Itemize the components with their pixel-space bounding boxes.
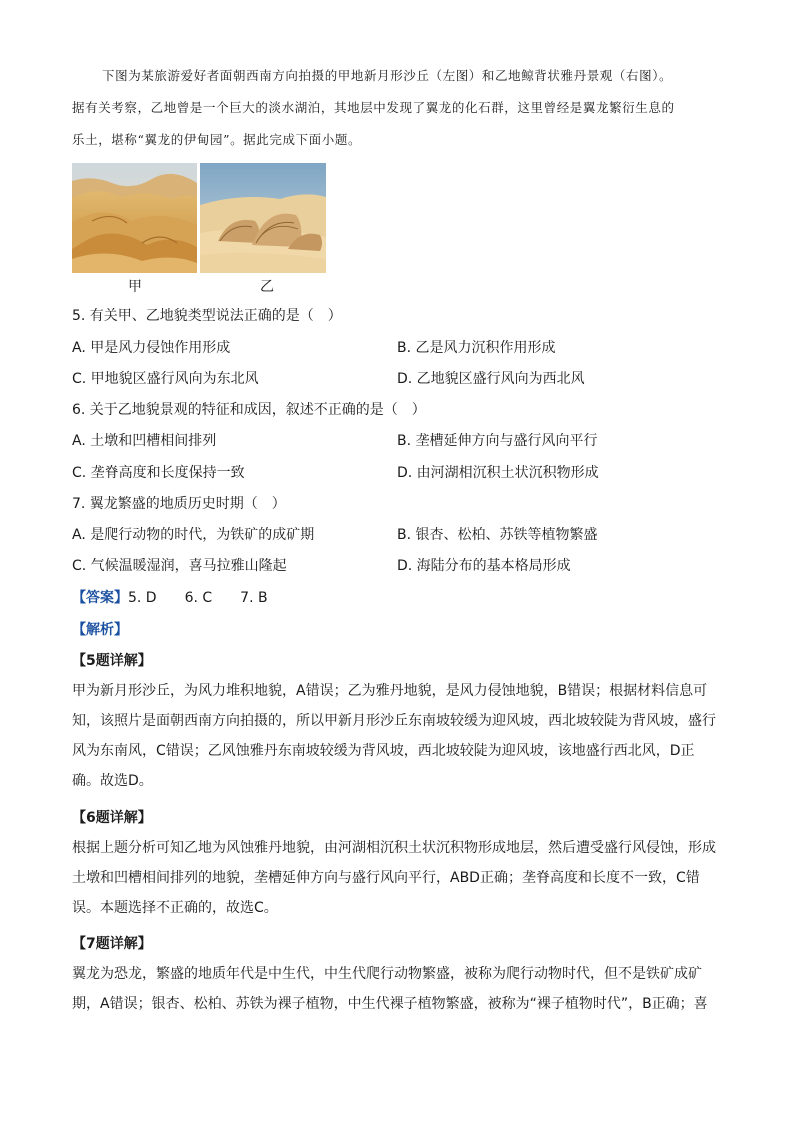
question-6-option-b: B. 垄槽延伸方向与盛行风向平行 <box>397 433 598 449</box>
question-7-stem: 7. 翼龙繁盛的地质历史时期（ ） <box>72 496 286 512</box>
detail-6-line-3: 误。本题选择不正确的，故选C。 <box>72 900 278 916</box>
detail-6-line-2: 土墩和凹槽相间排列的地貌，垄槽延伸方向与盛行风向平行，ABD正确；垄脊高度和长度不一致，C错 <box>72 870 700 886</box>
answer-text: 5. D 6. C 7. B <box>128 590 268 606</box>
question-5-option-d: D. 乙地貌区盛行风向为西北风 <box>397 371 585 387</box>
answer-label: 【答案】 <box>72 590 128 606</box>
question-6-stem: 6. 关于乙地貌景观的特征和成因，叙述不正确的是（ ） <box>72 402 426 418</box>
detail-6-text <box>72 833 720 923</box>
question-5-stem: 5. 有关甲、乙地貌类型说法正确的是（ ） <box>72 308 342 324</box>
intro-line-3: 乐土，堪称“翼龙的伊甸园”。据此完成下面小题。 <box>72 132 362 147</box>
intro-paragraph <box>72 60 722 156</box>
detail-6-title: 【6题详解】 <box>72 810 152 826</box>
question-5-option-c: C. 甲地貌区盛行风向为东北风 <box>72 371 259 387</box>
question-5-option-a: A. 甲是风力侵蚀作用形成 <box>72 340 231 356</box>
caption-right: 乙 <box>260 279 274 295</box>
detail-5-line-4: 确。故选D。 <box>72 773 153 789</box>
question-6-option-c: C. 垄脊高度和长度保持一致 <box>72 465 245 481</box>
detail-5-text <box>72 676 720 796</box>
caption-left: 甲 <box>128 279 142 295</box>
detail-5-line-2: 知，该照片是面朝西南方向拍摄的，所以甲新月形沙丘东南坡较缓为迎风坡，西北坡较陡为背风坡，盛行 <box>72 713 716 729</box>
landform-photos <box>72 163 326 275</box>
question-6-option-a: A. 土墩和凹槽相间排列 <box>72 433 217 449</box>
detail-7-line-2: 期，A错误；银杏、松柏、苏铁为裸子植物，中生代裸子植物繁盛，被称为“裸子植物时代”，B正确；喜 <box>72 996 708 1012</box>
analysis-label: 【解析】 <box>72 622 128 638</box>
question-7-option-b: B. 银杏、松柏、苏铁等植物繁盛 <box>397 527 598 543</box>
intro-line-1: 下图为某旅游爱好者面朝西南方向拍摄的甲地新月形沙丘（左图）和乙地鲸背状雅丹景观（右图）。 <box>102 68 673 83</box>
crescent-dune-photo <box>72 163 197 273</box>
question-6-option-d: D. 由河湖相沉积土状沉积物形成 <box>397 465 599 481</box>
detail-5-line-1: 甲为新月形沙丘，为风力堆积地貌，A错误；乙为雅丹地貌，是风力侵蚀地貌，B错误；根据材料信息可 <box>72 683 708 699</box>
intro-line-2: 据有关考察，乙地曾是一个巨大的淡水湖泊，其地层中发现了翼龙的化石群，这里曾经是翼龙繁衍生息的 <box>72 100 675 115</box>
question-7-option-a: A. 是爬行动物的时代，为铁矿的成矿期 <box>72 527 315 543</box>
detail-5-title: 【5题详解】 <box>72 653 152 669</box>
question-5-option-b: B. 乙是风力沉积作用形成 <box>397 340 556 356</box>
answer-row <box>72 588 268 608</box>
detail-7-line-1: 翼龙为恐龙，繁盛的地质年代是中生代，中生代爬行动物繁盛，被称为爬行动物时代，但不是铁矿成矿 <box>72 966 702 982</box>
detail-5-line-3: 风为东南风，C错误；乙风蚀雅丹东南坡较缓为背风坡，西北坡较陡为迎风坡，该地盛行西北风，D正 <box>72 743 695 759</box>
yardang-photo <box>200 163 326 273</box>
question-7-option-c: C. 气候温暖湿润，喜马拉雅山隆起 <box>72 558 287 574</box>
question-7-option-d: D. 海陆分布的基本格局形成 <box>397 558 571 574</box>
detail-6-line-1: 根据上题分析可知乙地为风蚀雅丹地貌，由河湖相沉积土状沉积物形成地层，然后遭受盛行风侵蚀，形成 <box>72 840 716 856</box>
detail-7-text <box>72 959 720 1019</box>
detail-7-title: 【7题详解】 <box>72 936 152 952</box>
